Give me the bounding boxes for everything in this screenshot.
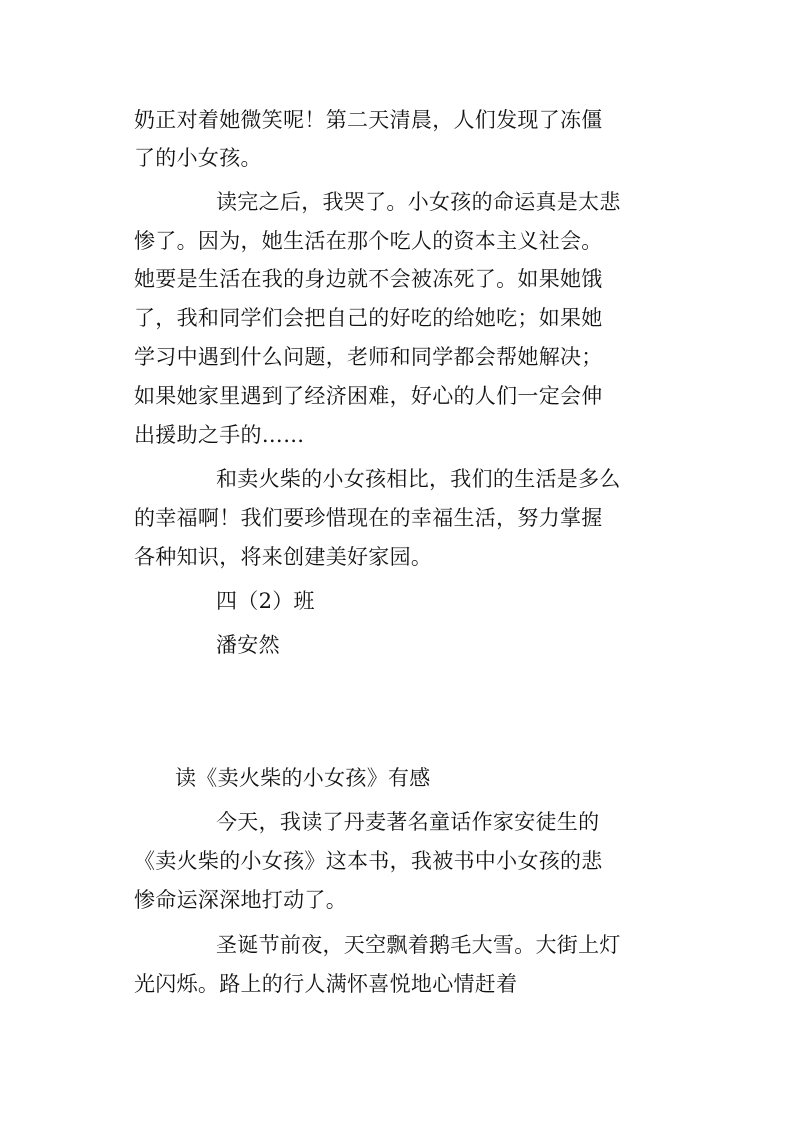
text-line: 和卖火柴的小女孩相比，我们的生活是多么 bbox=[216, 467, 621, 491]
text-line: 了的小女孩。 bbox=[134, 146, 262, 170]
class-label: 四（2）班 bbox=[216, 589, 315, 613]
text-line: 惨命运深深地打动了。 bbox=[134, 888, 347, 912]
text-line: 圣诞节前夜，天空飘着鹅毛大雪。大街上灯 bbox=[216, 933, 621, 957]
text-line: 学习中遇到什么问题，老师和同学都会帮她解决； bbox=[134, 345, 603, 369]
text-line: 她要是生活在我的身边就不会被冻死了。如果她饿 bbox=[134, 267, 603, 291]
text-line: 出援助之手的…… bbox=[134, 423, 305, 447]
text-line: 光闪烁。路上的行人满怀喜悦地心情赶着 bbox=[134, 972, 518, 996]
text-line: 了，我和同学们会把自己的好吃的给她吃；如果她 bbox=[134, 306, 603, 330]
text-line: 的幸福啊！我们要珍惜现在的幸福生活，努力掌握 bbox=[134, 506, 603, 530]
text-line: 读完之后，我哭了。小女孩的命运真是太悲 bbox=[216, 190, 621, 214]
text-line: 各种知识，将来创建美好家园。 bbox=[134, 545, 433, 569]
essay-title: 读《卖火柴的小女孩》有感 bbox=[175, 766, 431, 790]
text-line: 奶正对着她微笑呢！第二天清晨，人们发现了冻僵 bbox=[134, 108, 603, 132]
text-line: 今天，我读了丹麦著名童话作家安徒生的 bbox=[216, 810, 600, 834]
author-name: 潘安然 bbox=[216, 633, 280, 657]
text-line: 《卖火柴的小女孩》这本书，我被书中小女孩的悲 bbox=[134, 849, 603, 873]
text-line: 如果她家里遇到了经济困难，好心的人们一定会伸 bbox=[134, 384, 603, 408]
text-line: 惨了。因为，她生活在那个吃人的资本主义社会。 bbox=[134, 229, 603, 253]
